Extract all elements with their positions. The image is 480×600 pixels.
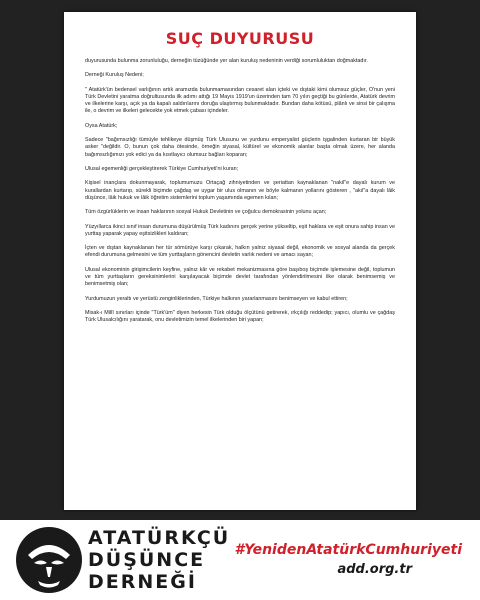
- logo-line: DÜŞÜNCE: [88, 549, 206, 571]
- paragraph: Sadece "bağımsızlığı tümüyle tehlikeye düşmüş Türk Ulusunu ve yurdunu emperyalist güçlerin işgalinden kurtaran bir büyük asker "değildir. O, bunun çok daha ötesinde, örneğin siyasal, kültürel ve ekonomik alanlar başta olmak üzere, her alanda bağımsızlığımızı yok edici ya da kısıtlayıcı olumsuz bağları koparan;: [85, 137, 395, 158]
- website-url: add.org.tr: [337, 562, 412, 577]
- paragraph: Ulusal ekonominin girişimcilerin keyfine, yalnız kâr ve rekabet mekanizmasına göre başıboş biçimde işlemesine değil, toplumun ve tüm yurttaşların gereksinimlerini karşılayacak biçimde devlet tarafından yönlendirilmesini ilke olarak benimsemiş ve benimsetmiş olan;: [85, 266, 395, 288]
- document-title: SUÇ DUYURUSU: [165, 29, 315, 48]
- paragraph: Misak-ı Millî sınırları içinde "Türk'üm" diyen herkesin Türk olduğu ölçütünü getirerek, ırkçılığı reddedip; yapıcı, olumlu ve çağdaş Türk Ulusalcılığını yaratarak, onu devletimizin temel ilkelerinden biri yapan;: [85, 309, 395, 324]
- paragraph: duyurusunda bulunma zorunluluğu, derneğin tüzüğünde yer alan kuruluş nedeninin verdiği sorumluluktan doğmaktadır.: [85, 58, 368, 64]
- footer-banner: [0, 520, 480, 600]
- ataturk-portrait-emblem-icon: [14, 525, 84, 595]
- document-page: [64, 12, 416, 510]
- paragraph: Oysa Atatürk;: [85, 122, 118, 129]
- paragraph: Derneği Kuruluş Nedeni;: [85, 72, 144, 79]
- paragraph: Ulusal egemenliği gerçekleştirerek Türkiye Cumhuriyeti'ni kuran;: [85, 165, 239, 172]
- paragraph: Yüzyıllarca ikinci sınıf insan durumuna düşürülmüş Türk kadınını gerçek yerine yükseltip, eşit haklara ve eşit onura sahip insan ve yurttaş yaparak yapay eşitsizlikleri kaldıran;: [85, 223, 395, 237]
- logo-line: ATATÜRKÇÜ: [88, 527, 231, 549]
- paragraph: İçten ve dıştan kaynaklanan her tür sömürüye karşı çıkarak, halkın yalnız siyasal değil, ekonomik ve sosyal alanda da gerçek efendi durumuna gelmesini ve tüm yurttaşların gönencini devletin varlık nedeni ve amacı sayan;: [85, 245, 395, 259]
- association-logo: [14, 525, 231, 595]
- campaign-hashtag: #YenidenAtatürkCumhuriyeti: [234, 542, 462, 558]
- paragraph: Yurdumuzun yeraltı ve yerüstü zenginliklerinden, Türkiye halkının yararlanmasını benimseyen ve kabul ettiren;: [85, 295, 348, 302]
- paragraph: " Atatürk'ün bedensel varlığının artık aramızda bulunmamasından cesaret alan içteki ve dıştaki kimi olumsuz güçler, O'nun yeni Türk Devletini yaratma doğrultusunda ilk adımı attığı 19 Mayıs 1919'un üzerinden tam 70 yılın geçtiği bu günlerde, Atatürk devrim ve ilkelerine karşı, açık ya da kapalı saldırılarını doruğa ulaştırmış bulunmaktadır. Bundan daha kötüsü, plânlı ve sinsi bir çalışma ile, o devrim ve ilkeleri gelecekte yok etmek çabası içindeler.: [85, 86, 395, 115]
- paragraph: Kişisel inançlara dokunmayarak, toplumumuzu Ortaçağ zihniyetinden ve şeriattan kaynaklanan "nakil"e dayalı kurum ve kurallardan kurtarıp, sürekli biçimde çağdaş ve uygar bir ulus olmanın ve böyle kalmanın yollarını gösteren , "akıl"a dayalı lâik düşünce, lâik hukuk ve lâik öğretim sistemlerini toplum yaşamında egemen kılan;: [85, 180, 395, 201]
- logo-line: DERNEĞİ: [88, 571, 197, 593]
- logo-wordmark: [88, 527, 231, 593]
- paragraph: Tüm özgürlüklerin ve insan haklarının sosyal Hukuk Devletinin ve çoğulcu demokrasinin yolunu açan;: [85, 209, 327, 216]
- document-body: [64, 58, 416, 324]
